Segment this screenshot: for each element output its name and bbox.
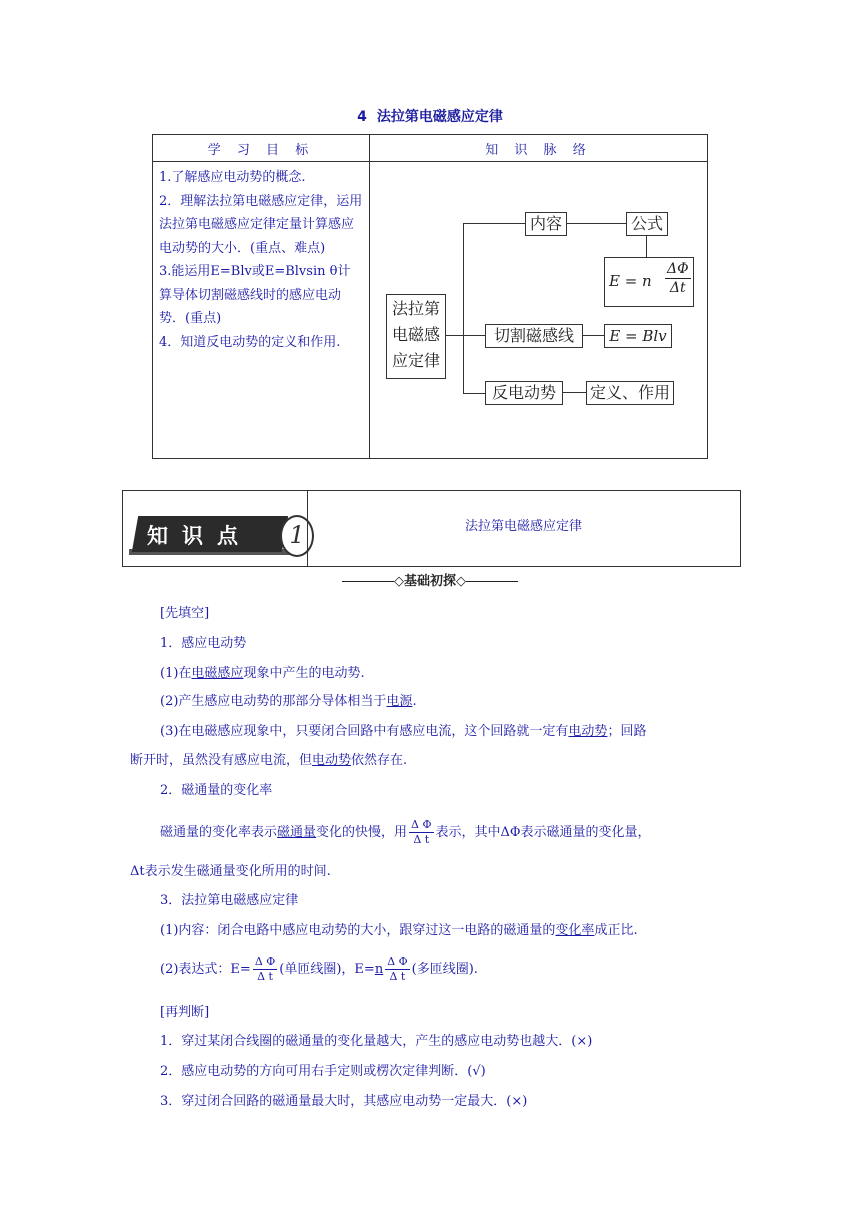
header-rule-left	[342, 581, 394, 582]
text: 成正比.	[594, 923, 638, 938]
diagram-cut-box	[485, 324, 583, 348]
text: (1)在	[160, 666, 192, 681]
diagram-line	[463, 223, 525, 224]
diagram-line	[463, 393, 485, 394]
knowledge-point-name: 法拉第电磁感应定律	[464, 519, 582, 534]
paragraph-2	[160, 692, 417, 712]
text: (1)内容：闭合电路中感应电动势的大小，跟穿过这一电路的磁通量的	[160, 923, 556, 938]
law-fraction-multi	[385, 955, 409, 984]
diagram-line	[463, 335, 485, 336]
fraction-denominator: Δ t	[389, 970, 406, 983]
text: .	[412, 694, 417, 709]
section-title: 法拉第电磁感应定律	[376, 109, 503, 125]
text: 变化的快慢，用	[316, 825, 408, 840]
knowledge-point-banner	[122, 490, 741, 567]
goals-header: 学 习 目 标	[153, 135, 370, 162]
diagram-back-emf-box	[485, 381, 563, 405]
rate-fraction	[409, 818, 433, 847]
goal-item: 1.了解感应电动势的概念.	[159, 170, 306, 185]
fraction-numerator: Δ Φ	[387, 955, 408, 968]
fraction-denominator: Δ t	[257, 970, 273, 983]
judgement-3: 3．穿过闭合回路的磁通量最大时，其感应电动势一定最大．(×)	[160, 1094, 528, 1109]
diagram-content-box	[525, 212, 567, 236]
formula-lhs: E = n	[609, 272, 652, 290]
text: (单匝线圈)，E=	[279, 962, 375, 977]
diagram-cut-label: 切割磁感线	[493, 326, 574, 345]
paragraph-4	[160, 818, 651, 847]
diagram-root-label: 法拉第电磁感应定律	[391, 299, 440, 370]
diagram-formula-label: 公式	[630, 214, 663, 233]
answer-underlined: 磁通量	[277, 825, 317, 840]
answer-underlined: 电磁感应	[191, 666, 244, 681]
paragraph-5: Δt表示发生磁通量变化所用的时间.	[130, 864, 331, 879]
text: 依然存在.	[351, 753, 408, 768]
paragraph-7	[160, 955, 478, 984]
answer-underlined: 电源	[386, 694, 413, 709]
goal-item: 2．理解法拉第电磁感应定律，运用法拉第电磁感应定律定量计算感应电动势的大小．(重点、难点)	[159, 193, 363, 256]
diagram-line	[445, 335, 463, 336]
formula-denominator: Δt	[669, 280, 686, 296]
diagram-line	[562, 392, 586, 393]
fraction-numerator: Δ Φ	[411, 818, 432, 831]
diagram-definition-label: 定义、作用	[589, 383, 670, 402]
paragraph-6	[160, 921, 638, 941]
goals-cell	[153, 162, 370, 459]
goal-item: 3.能运用E=Blv或E=Blvsin θ计算导体切割磁感线时的感应电动势．(重点)	[159, 264, 351, 326]
text: 断开时，虽然没有感应电流，但	[130, 753, 313, 768]
knowledge-point-label: 知识点	[147, 524, 252, 548]
answer-underlined: 电动势	[312, 753, 352, 768]
fraction-numerator: Δ Φ	[254, 955, 276, 968]
paragraph-3-cont	[130, 751, 407, 771]
outline-cell	[370, 162, 708, 459]
outline-header: 知 识 脉 络	[370, 135, 708, 162]
text: (2)表达式：E=	[160, 962, 251, 977]
judgement-1: 1．穿过某闭合线圈的磁通量的变化量越大，产生的感应电动势也越大．(×)	[160, 1034, 593, 1049]
page-title	[0, 106, 860, 126]
text: 表示，其中ΔΦ表示磁通量的变化量，	[435, 825, 651, 840]
formula-numerator: ΔΦ	[667, 261, 689, 277]
heading-2: 2．磁通量的变化率	[160, 783, 273, 798]
text: ；回路	[607, 724, 647, 739]
knowledge-point-number: 1	[280, 515, 314, 557]
objectives-table	[152, 134, 708, 459]
text: (2)产生感应电动势的那部分导体相当于	[160, 694, 387, 709]
diagram-line	[646, 235, 647, 257]
answer-underlined: 电动势	[568, 724, 608, 739]
paragraph-3	[160, 722, 646, 742]
fill-label: [先填空]	[160, 606, 210, 621]
judgement-2: 2．感应电动势的方向可用右手定则或楞次定律判断．(√)	[160, 1064, 486, 1079]
diagram-formula-box	[626, 212, 668, 236]
section-number: 4	[357, 109, 367, 125]
text: 现象中产生的电动势.	[243, 666, 365, 681]
judge-label: [再判断]	[160, 1005, 210, 1020]
section-header-text: ◇基础初探◇	[394, 574, 466, 589]
text: (多匝线圈).	[411, 962, 478, 977]
fraction-denominator: Δ t	[413, 833, 430, 846]
cut-expression: E = Blv	[609, 327, 667, 345]
paragraph-1	[160, 664, 365, 684]
diagram-root-box	[386, 294, 446, 379]
goal-item: 4．知道反电动势的定义和作用.	[159, 334, 341, 350]
header-rule-right	[466, 581, 518, 582]
formula-expression-box	[604, 257, 694, 307]
text: 磁通量的变化率表示	[160, 825, 278, 840]
formula-fraction	[665, 260, 691, 297]
answer-underlined: n	[374, 962, 384, 977]
diagram-line	[566, 223, 626, 224]
section-header	[0, 570, 860, 589]
diagram-line	[582, 335, 604, 336]
heading-1: 1．感应电动势	[160, 636, 247, 651]
answer-underlined: 变化率	[555, 923, 595, 938]
diagram-back-emf-label: 反电动势	[491, 383, 556, 402]
law-fraction-single	[253, 955, 277, 984]
cut-expression-box	[604, 324, 672, 348]
heading-3: 3．法拉第电磁感应定律	[160, 893, 299, 908]
diagram-content-label: 内容	[529, 214, 562, 233]
diagram-line	[463, 223, 464, 393]
knowledge-diagram	[370, 162, 707, 458]
text: (3)在电磁感应现象中，只要闭合回路中有感应电流，这个回路就一定有	[160, 724, 569, 739]
diagram-definition-box	[586, 381, 674, 405]
banner-graphic	[127, 501, 305, 555]
